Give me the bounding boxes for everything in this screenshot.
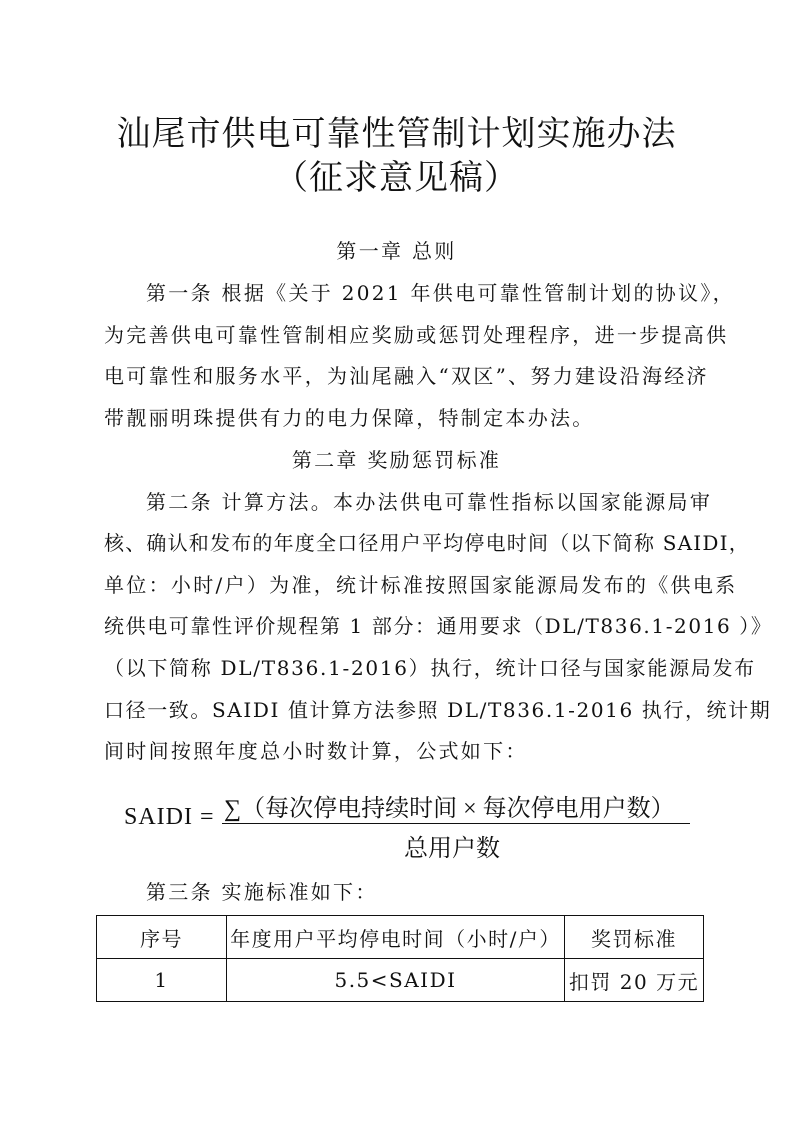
formula-numerator: ∑（每次停电持续时间 × 每次停电用户数） — [224, 796, 675, 822]
table-header-cell: 年度用户平均停电时间（小时/户） — [227, 916, 565, 959]
paragraph-line: 第一条 根据《关于 2021 年供电可靠性管制计划的协议》， — [146, 281, 735, 305]
chapter-heading-2: 第二章 奖励惩罚标准 — [291, 448, 502, 472]
paragraph-line: 核、确认和发布的年度全口径用户平均停电时间（以下简称 SAIDI， — [104, 531, 750, 555]
paragraph-line: （以下简称 DL/T836.1-2016）执行，统计口径与国家能源局发布 — [104, 656, 756, 680]
table-cell: 1 — [97, 959, 227, 1002]
formula-lhs: SAIDI = — [124, 804, 215, 830]
paragraph-line: 为完善供电可靠性管制相应奖励或惩罚处理程序，进一步提高供 — [104, 323, 729, 347]
formula-denominator: 总用户数 — [404, 836, 500, 862]
table-header-cell: 奖罚标准 — [565, 916, 704, 959]
paragraph-line: 电可靠性和服务水平，为汕尾融入“双区”、努力建设沿海经济 — [104, 364, 709, 388]
paragraph-line: 口径一致。SAIDI 值计算方法参照 DL/T836.1-2016 执行，统计期 — [104, 698, 772, 722]
table-cell: 5.5<SAIDI — [227, 959, 565, 1002]
saidi-formula — [124, 788, 704, 862]
paragraph-line: 统供电可靠性评价规程第 1 部分：通用要求（DL/T836.1-2016 ）》 — [104, 614, 773, 638]
document-subtitle: （征求意见稿） — [274, 158, 519, 198]
table-cell: 扣罚 20 万元 — [565, 959, 704, 1002]
document-title: 汕尾市供电可靠性管制计划实施办法 — [116, 114, 677, 154]
standards-table — [96, 915, 704, 1002]
paragraph-line: 第三条 实施标准如下： — [146, 880, 378, 904]
paragraph-line: 第二条 计算方法。本办法供电可靠性指标以国家能源局审 — [146, 490, 713, 514]
paragraph-line: 带靓丽明珠提供有力的电力保障，特制定本办法。 — [104, 406, 595, 430]
chapter-heading-1: 第一章 总则 — [336, 239, 457, 263]
fraction-bar — [222, 823, 690, 824]
paragraph-line: 单位：小时/户）为准，统计标准按照国家能源局发布的《供电系 — [104, 573, 738, 597]
table-header-row — [97, 916, 704, 959]
paragraph-line: 间时间按照年度总小时数计算，公式如下： — [104, 739, 528, 763]
table-row — [97, 959, 704, 1002]
table-header-cell: 序号 — [97, 916, 227, 959]
